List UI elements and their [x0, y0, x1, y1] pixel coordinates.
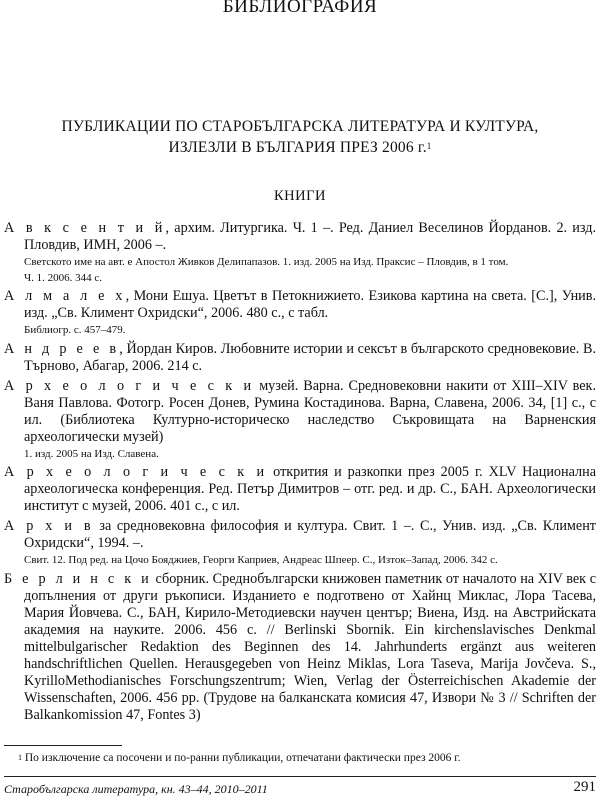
section-title-line-2-text: ИЗЛЕЗЛИ В БЪЛГАРИЯ ПРЕЗ 2006 г. [168, 139, 427, 156]
footnote-reference: 1 [426, 141, 432, 151]
running-head: БИБЛИОГРАФИЯ [222, 0, 378, 17]
entry-author: А р х е о л о г и ч е с к и [4, 377, 255, 394]
page-number: 291 [573, 779, 596, 795]
bibliography-entry [4, 288, 596, 338]
entry-author: Б е р л и н с к и [4, 570, 152, 587]
entry-description: , Мони Ешуа. Цветът в Петокнижието. Езикова картина на света. [С.], Унив. изд. „Св. Климент Охридски“, 2006. 480 с., с табл. [24, 288, 596, 321]
entry-text [4, 378, 596, 446]
footnote [18, 751, 596, 765]
entry-description: , Йордан Киров. Любовните истории и сексът в българското средновековие. В. Търново, Абагар, 2006. 214 с. [24, 340, 596, 374]
section-title-line-1: ПУБЛИКАЦИИ ПО СТАРОБЪЛГАРСКА ЛИТЕРАТУРА И КУЛТУРА, [61, 118, 539, 135]
entry-author: А л м а л е х [4, 288, 126, 304]
footnote-divider [4, 745, 122, 746]
entry-note: 1. изд. 2005 на Изд. Славена. [24, 447, 159, 460]
entry-description: музей. Варна. Средновековни накити от XIII–XIV век. Ваня Павлова. Фотогр. Росен Донев, Румина Костадинова. Варна, Славена, 2006. 34, [1] с., с ил. (Библиотека Културно-историческо наследство Съкровищата на Варненския археологически музей) [24, 377, 596, 445]
entry-note: Библиогр. с. 457–479. [24, 324, 126, 336]
subsection-heading: КНИГИ [274, 188, 326, 204]
entry-text [4, 341, 596, 375]
section-title-line-2 [10, 137, 590, 158]
bibliography-entry [4, 220, 596, 285]
entry-note: Светското име на авт. е Апостол Живков Делипапазов. 1. изд. 2005 на Изд. Праксис – Пловдив, в 1 том. [24, 256, 509, 268]
footnote-mark: 1 [18, 753, 22, 762]
entry-text [4, 464, 596, 515]
bibliography-entry [4, 341, 596, 375]
entry-description: , архим. Литургика. Ч. 1 –. Ред. Даниел Веселинов Йорданов. 2. изд. Пловдив, ИМН, 2006 –. [24, 220, 597, 253]
entry-text [4, 288, 596, 322]
entry-note: Ч. 1. 2006. 344 с. [24, 271, 103, 284]
entry-text [4, 518, 596, 552]
entry-text [4, 220, 596, 254]
bibliography-entry [4, 518, 596, 568]
bibliography-entry [4, 571, 596, 724]
entry-description: сборник. Среднобългарски книжовен паметник от началото на XIV век с допълнения от други ръкописи. Изданието е подготвено от Хайнц Миклас, Лора Тасева, Мария Йовчева. С., БАН, Кирило-Методиевски научен център; Виена, Изд. на Австрийската академия на науките. 2006. 456 с. // Berlinski Sbornik. Ein kirchenslavisches Denkmal mittelbulgarischer Redaktion des Beginnen des 14. Jahrhunderts ergänzt aus weiteren handschriftlichen Quellen. Herausgegeben von Heinz Miklas, Lora Taseva, Marija Jovčeva. S., KyrilloMethodianisches Forschungszentrum; Wien, Verlag der Österreichischen Akademie der Wissenschaften, 2006. 456 pp. (Трудове на балканската комисия 47, Извори № 3 // Schriften der Balkankomission 47, Fontes 3) [24, 570, 596, 723]
journal-citation: Старобългарска литература, кн. 43–44, 2010–2011 [4, 782, 268, 796]
entry-description: открития и разкопки през 2005 г. XLV Национална археологическа конференция. Ред. Петър Димитров – отг. ред. и др. С., БАН. Археологически институт с музей, 2006. 401 с., с ил. [24, 464, 596, 514]
entry-author: А р х и в [4, 518, 94, 534]
page-footer [4, 776, 596, 797]
bibliography-entry [4, 378, 596, 462]
bibliography-entry [4, 464, 596, 515]
entry-description: за средновековна философия и култура. Свит. 1 –. С., Унив. изд. „Св. Климент Охридски“, 1994. –. [24, 518, 596, 551]
bibliography-list [4, 220, 596, 727]
entry-author: А н д р е е в [4, 340, 120, 357]
entry-author: А в к с е н т и й [4, 220, 166, 236]
section-title [10, 116, 590, 158]
entry-note: Свит. 12. Под ред. на Цочо Бояджиев, Георги Каприев, Андреас Шпеер. С., Изток–Запад, 2006. 342 с. [24, 554, 498, 566]
entry-text [4, 571, 596, 724]
footnote-text: По изключение са посочени и по-ранни публикации, отпечатани фактически през 2006 г. [24, 752, 461, 764]
entry-author: А р х е о л о г и ч е с к и [4, 464, 268, 480]
